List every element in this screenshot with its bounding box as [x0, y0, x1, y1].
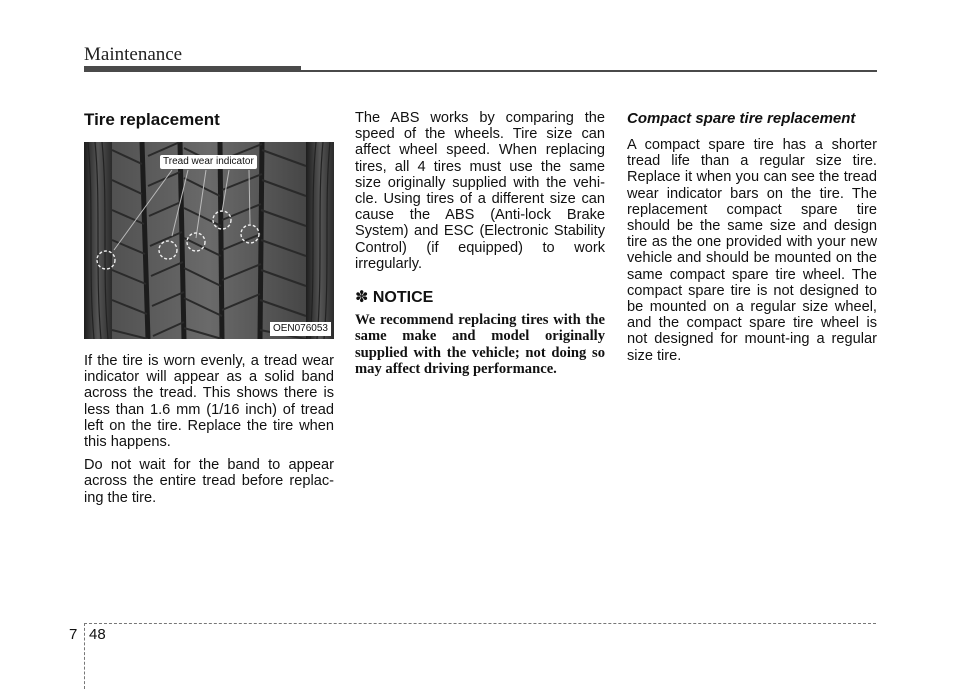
tire-replacement-heading: Tire replacement [84, 110, 220, 129]
column-right [627, 110, 877, 371]
notice-title: ✽ NOTICE [355, 289, 434, 307]
figure-code: OEN076053 [270, 322, 331, 336]
paragraph: Do not wait for the band to appear across the entire tread before replac-ing the tire. [84, 457, 334, 506]
footer-rule [84, 623, 876, 624]
notice-body: We recommend replacing tires with the same make and model originally supplied with the vehicle; not doing so may affect driving performance. [355, 312, 605, 378]
tire-tread-figure [84, 142, 334, 339]
header-rule-thick [84, 66, 301, 72]
abs-paragraph: The ABS works by comparing the speed of the wheels. Tire size can affect wheel speed. When replacing tires, all 4 tires must use the same size originally supplied with the vehi-cle. Using tires of a different size can cause the ABS (Anti-lock Brake System) and ESC (Electronic Stability Control) (if equipped) to work irregularly. [355, 110, 605, 272]
column-left [84, 110, 334, 513]
compact-spare-paragraph: A compact spare tire has a shorter tread life than a regular size tire. Replace it when you can see the tread wear indicator bars on the tire. The replacement compact spare tire should be the same size and design tire as the one provided with your new vehicle and should be mounted on the same compact spare tire wheel. The compact spare tire is not designed to be mounted on a regular size wheel, and the compact spare tire wheel is not designed for mount-ing a regular size tire. [627, 137, 877, 364]
paragraph: If the tire is worn evenly, a tread wear indicator will appear as a solid band across the tread. This shows there is less than 1.6 mm (1/16 inch) of tread left on the tire. Replace the tire when this happens. [84, 353, 334, 451]
section-title: Maintenance [84, 44, 183, 65]
tread-wear-indicator-label: Tread wear indicator [160, 155, 257, 169]
header-rule-thin [301, 70, 877, 72]
chapter-number: 7 [69, 626, 78, 643]
page-number: 48 [89, 626, 106, 643]
compact-spare-heading: Compact spare tire replacement [627, 110, 856, 127]
footer-divider [84, 623, 85, 689]
tire-tread-illustration [84, 142, 334, 339]
column-middle [355, 110, 605, 385]
